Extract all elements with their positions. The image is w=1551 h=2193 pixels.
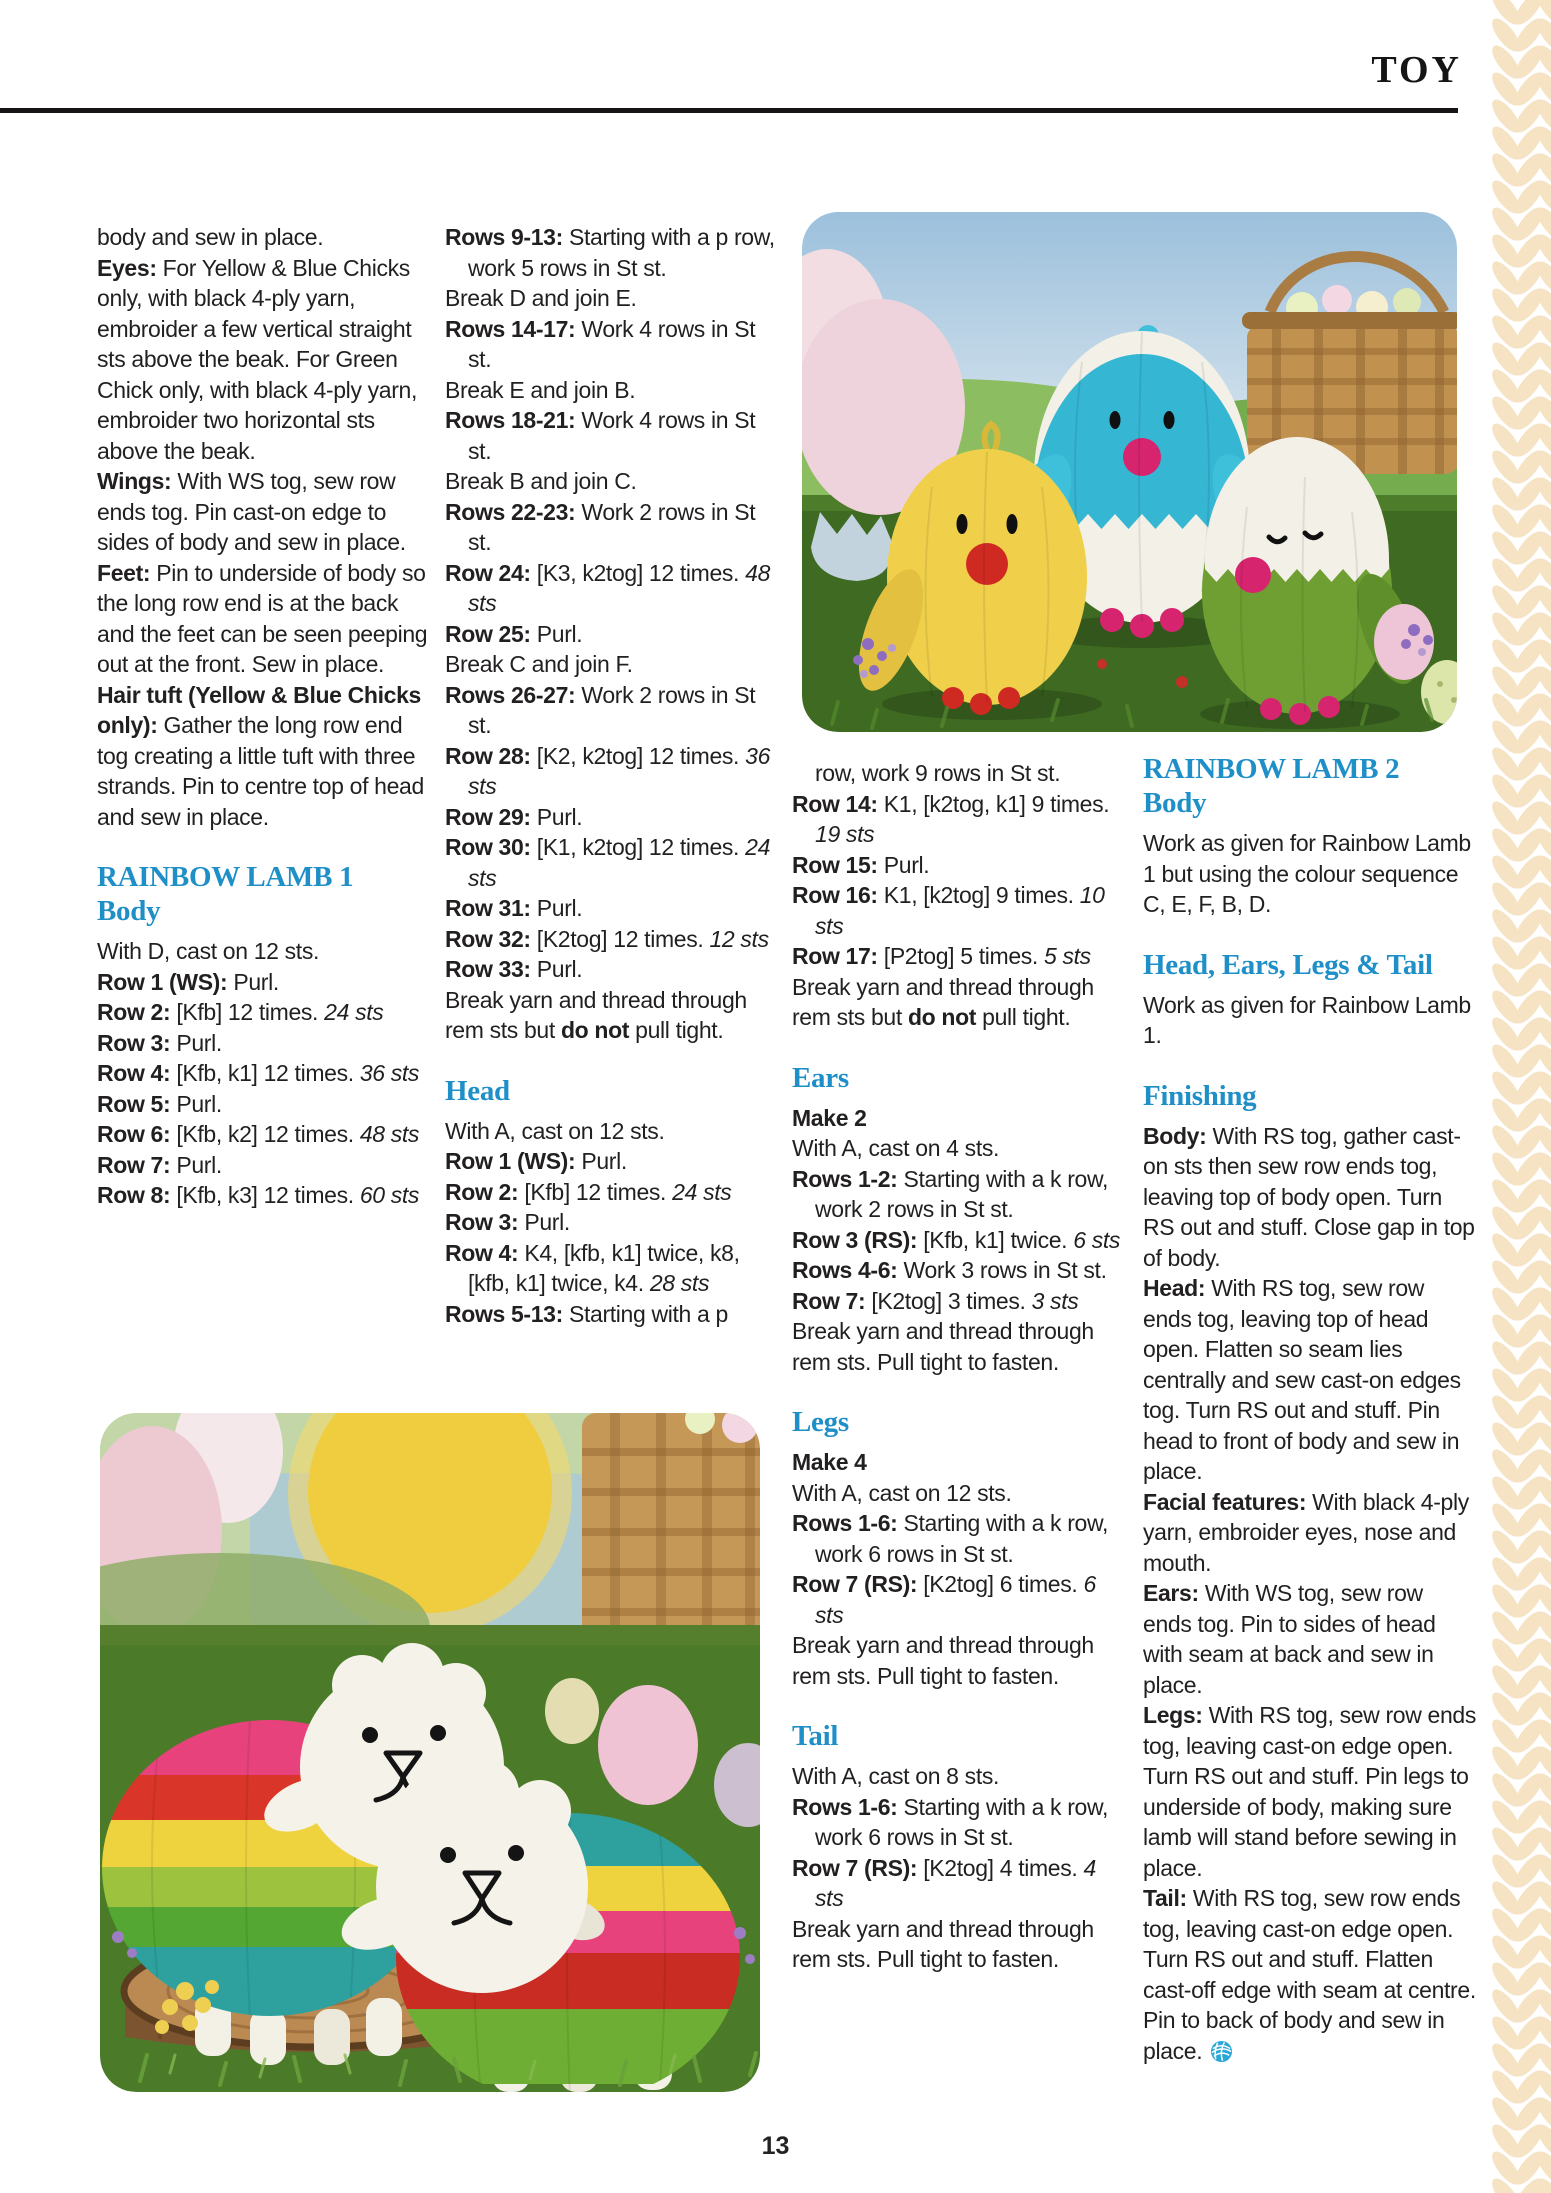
- text-segment: 36 sts: [359, 1060, 420, 1086]
- paragraph: [792, 1286, 1126, 1317]
- paragraph: [792, 789, 1126, 850]
- text-segment: 24 sts: [672, 1178, 732, 1205]
- paragraph: [445, 1177, 779, 1208]
- text-segment: Break yarn and thread through rem sts but: [792, 973, 1094, 1030]
- text-segment: Purl.: [530, 803, 583, 830]
- paragraph: [792, 1761, 1126, 1792]
- text-segment: Rows 1-6:: [792, 1793, 898, 1820]
- text-segment: Hair tuft (Yellow & Blue Chicks only):: [97, 681, 421, 738]
- paragraph: [1143, 1578, 1477, 1700]
- text-segment: Legs:: [1143, 1702, 1203, 1728]
- section-heading-line: Body: [1143, 787, 1207, 819]
- text-segment: 48 sts: [359, 1121, 420, 1147]
- paragraph: [792, 1316, 1126, 1377]
- text-segment: [K2tog] 3 times.: [865, 1287, 1032, 1314]
- text-segment: Feet:: [97, 559, 151, 586]
- text-segment: With A, cast on 4 sts.: [792, 1135, 1000, 1161]
- section-heading-line: Tail: [792, 1720, 839, 1752]
- text-segment: 6 sts: [1073, 1226, 1121, 1253]
- paragraph: [445, 741, 779, 802]
- paragraph: [445, 466, 779, 497]
- text-segment: Row 1 (WS):: [97, 968, 228, 995]
- paragraph: [445, 1238, 779, 1299]
- paragraph: [97, 936, 431, 967]
- text-segment: With RS tog, sew row ends tog, leaving top of head open. Flatten so seam lies centrally and sew cast-on edges tog. Turn RS out and stuff. Pin head to front of body and sew in place.: [1143, 1275, 1461, 1484]
- text-segment: Rows 22-23:: [445, 498, 576, 525]
- text-segment: [Kfb, k1] 12 times.: [170, 1060, 360, 1086]
- text-segment: With D, cast on 12 sts.: [97, 938, 320, 964]
- text-segment: [K2, k2tog] 12 times.: [530, 742, 746, 769]
- text-segment: 28 sts: [649, 1270, 710, 1296]
- paragraph: [97, 680, 431, 833]
- paragraph: [792, 1508, 1126, 1569]
- paragraph: [792, 850, 1126, 881]
- text-segment: Row 30:: [445, 834, 531, 860]
- text-segment: Purl.: [518, 1209, 570, 1235]
- text-segment: With black 4-ply yarn, embroider eyes, nose and mouth.: [1143, 1488, 1469, 1576]
- text-segment: Tail:: [1143, 1885, 1187, 1911]
- text-segment: Pin to underside of body so the long row end is at the back and the feet can be seen peeping out at the front. Sew in place.: [97, 559, 428, 677]
- text-segment: Purl.: [170, 1151, 222, 1178]
- text-segment: Row 6:: [97, 1121, 171, 1147]
- paragraph: [792, 1914, 1126, 1975]
- paragraph: [792, 1792, 1126, 1853]
- paragraph: [1143, 1273, 1477, 1487]
- text-segment: Head:: [1143, 1275, 1206, 1301]
- text-segment: Break yarn and thread through rem sts. Pull tight to fasten.: [792, 1915, 1094, 1972]
- text-segment: Break yarn and thread through rem sts. Pull tight to fasten.: [792, 1632, 1094, 1689]
- text-segment: Purl.: [170, 1029, 222, 1056]
- text-segment: With A, cast on 12 sts.: [792, 1479, 1012, 1506]
- photo-lambs: [100, 1413, 760, 2092]
- paragraph: [445, 558, 779, 619]
- paragraph: [97, 222, 431, 253]
- paragraph: [445, 283, 779, 314]
- section-heading: [445, 1074, 779, 1108]
- text-segment: [P2tog] 5 times.: [877, 943, 1045, 969]
- text-segment: Row 7 (RS):: [792, 1571, 918, 1597]
- text-segment: Purl.: [227, 968, 279, 995]
- text-segment: Rows 18-21:: [445, 407, 576, 433]
- text-segment: Ears:: [1143, 1580, 1199, 1606]
- text-segment: Break yarn and thread through rem sts. Pull tight to fasten.: [792, 1318, 1094, 1375]
- paragraph: [97, 558, 431, 680]
- text-segment: With A, cast on 8 sts.: [792, 1763, 1000, 1789]
- text-segment: 10 sts: [815, 882, 1105, 939]
- text-segment: Break D and join E.: [445, 285, 637, 311]
- paragraph: [445, 1146, 779, 1177]
- paragraph: [792, 1255, 1126, 1286]
- chicks-photo-illustration: [802, 212, 1457, 732]
- paragraph: [792, 972, 1126, 1033]
- paragraph: [445, 954, 779, 985]
- page-section-title: TOY: [1371, 49, 1462, 91]
- text-segment: 36 sts: [468, 742, 771, 799]
- paragraph: [445, 893, 779, 924]
- subheading: Make 4: [792, 1449, 867, 1475]
- text-segment: 24 sts: [468, 834, 771, 891]
- text-segment: Wings:: [97, 468, 172, 494]
- paragraph: [792, 1569, 1126, 1630]
- text-segment: For Yellow & Blue Chicks only, with black 4-ply yarn, embroider a few vertical straight sts above the beak. For Green Chick only, with black 4-ply yarn, embroider two horizontal sts above the beak.: [97, 254, 418, 464]
- text-segment: do not: [560, 1017, 630, 1043]
- text-segment: [Kfb, k1] twice.: [917, 1226, 1074, 1253]
- paragraph: [97, 1150, 431, 1181]
- section-heading: [792, 1061, 1126, 1095]
- text-segment: Work as given for Rainbow Lamb 1.: [1143, 991, 1471, 1048]
- text-segment: [Kfb] 12 times.: [518, 1178, 673, 1205]
- text-segment: Purl.: [530, 956, 583, 982]
- section-heading-line: Ears: [792, 1061, 849, 1094]
- text-segment: Body:: [1143, 1122, 1207, 1149]
- paragraph: [97, 466, 431, 558]
- section-heading: [792, 1719, 1126, 1753]
- text-segment: [K2tog] 12 times.: [530, 925, 710, 952]
- text-segment: Row 2:: [445, 1178, 519, 1205]
- text-segment: Row 7:: [97, 1151, 171, 1178]
- text-segment: Eyes:: [97, 254, 157, 281]
- text-segment: K1, [k2tog, k1] 9 times.: [877, 790, 1110, 817]
- text-segment: K1, [k2tog] 9 times.: [877, 882, 1080, 908]
- text-segment: Work 4 rows in St st.: [468, 407, 756, 464]
- photo-chicks: [802, 212, 1457, 732]
- text-segment: Row 28:: [445, 742, 531, 769]
- paragraph: [445, 497, 779, 558]
- text-segment: With A, cast on 12 sts.: [445, 1117, 665, 1144]
- text-segment: 5 sts: [1044, 943, 1091, 969]
- paragraph: [97, 1028, 431, 1059]
- text-segment: Starting with a k row, work 6 rows in St st.: [815, 1793, 1109, 1850]
- paragraph: [792, 941, 1126, 972]
- paragraph: [792, 1478, 1126, 1509]
- section-heading-line: RAINBOW LAMB 1: [97, 861, 354, 893]
- paragraph: [1143, 1121, 1477, 1274]
- text-segment: Row 25:: [445, 620, 531, 647]
- text-segment: Rows 26-27:: [445, 681, 576, 708]
- text-segment: Row 32:: [445, 925, 531, 952]
- text-segment: Break E and join B.: [445, 376, 636, 403]
- text-segment: row, work 9 rows in St st.: [815, 760, 1061, 786]
- section-heading: [1143, 948, 1477, 982]
- paragraph: [1143, 1883, 1477, 2070]
- paragraph: [1143, 990, 1477, 1051]
- paragraph: [445, 375, 779, 406]
- text-column-3: [792, 758, 1126, 1975]
- paragraph: [445, 314, 779, 375]
- text-segment: With WS tog, sew row ends tog. Pin cast-on edge to sides of body and sew in place.: [97, 468, 406, 555]
- text-segment: Work 4 rows in St st.: [468, 315, 756, 372]
- paragraph: [97, 1089, 431, 1120]
- text-segment: Row 15:: [792, 851, 878, 878]
- paragraph: [792, 1853, 1126, 1914]
- section-heading-line: Head, Ears, Legs & Tail: [1143, 948, 1433, 981]
- section-heading: [1143, 752, 1477, 820]
- text-segment: Row 14:: [792, 790, 878, 817]
- section-heading: [1143, 1079, 1477, 1113]
- text-segment: Purl.: [170, 1090, 222, 1117]
- text-segment: Rows 14-17:: [445, 315, 576, 342]
- text-segment: Rows 1-6:: [792, 1510, 898, 1536]
- text-segment: Purl.: [877, 851, 930, 878]
- text-segment: Work 2 rows in St st.: [468, 681, 756, 738]
- yarn-ball-icon: [1210, 2040, 1233, 2071]
- text-segment: Row 4:: [445, 1239, 519, 1266]
- text-segment: 19 sts: [815, 821, 875, 847]
- text-segment: Row 16:: [792, 882, 878, 908]
- text-segment: K4, [kfb, k1] twice, k8, [kfb, k1] twice, k4.: [468, 1239, 740, 1296]
- text-segment: Rows 1-2:: [792, 1165, 898, 1192]
- header-rule: [0, 108, 1458, 113]
- paragraph: [97, 1119, 431, 1150]
- text-segment: Row 3 (RS):: [792, 1226, 918, 1253]
- text-segment: Starting with a k row, work 6 rows in St st.: [815, 1510, 1109, 1567]
- text-segment: With RS tog, sew row ends tog, leaving cast-on edge open. Turn RS out and stuff. Pin legs to underside of body, making sure lamb will stand before sewing in place.: [1143, 1702, 1476, 1881]
- paragraph: [97, 1180, 431, 1211]
- text-segment: Gather the long row end tog creating a little tuft with three strands. Pin to centre top of head and sew in place.: [97, 712, 424, 830]
- text-segment: Starting with a p: [562, 1300, 728, 1327]
- text-segment: Purl.: [575, 1148, 627, 1174]
- text-segment: Work 2 rows in St st.: [468, 498, 756, 555]
- text-segment: Row 7 (RS):: [792, 1854, 918, 1881]
- text-segment: Rows 9-13:: [445, 224, 563, 250]
- paragraph: [445, 222, 779, 283]
- text-segment: Purl.: [530, 620, 583, 647]
- paragraph: [445, 1207, 779, 1238]
- decorative-knit-border: [1490, 0, 1551, 2193]
- text-segment: do not: [907, 1004, 977, 1030]
- text-segment: Row 3:: [445, 1209, 519, 1235]
- text-segment: Row 29:: [445, 803, 531, 830]
- paragraph: [97, 997, 431, 1028]
- paragraph: [792, 1630, 1126, 1691]
- text-column-2: [445, 222, 779, 1329]
- text-segment: Row 2:: [97, 999, 171, 1025]
- text-segment: Row 7:: [792, 1287, 866, 1314]
- text-segment: [K2tog] 6 times.: [917, 1571, 1084, 1597]
- text-segment: Row 5:: [97, 1090, 171, 1117]
- subheading: Make 2: [792, 1104, 867, 1131]
- text-column-1: [97, 222, 431, 1211]
- paragraph: [445, 1299, 779, 1330]
- text-segment: Rows 5-13:: [445, 1300, 563, 1327]
- text-segment: With RS tog, sew row ends tog, leaving cast-on edge open. Turn RS out and stuff. Flatten cast-off edge with seam at centre. Pin to back of body and sew in place.: [1143, 1885, 1476, 2064]
- text-segment: [Kfb, k3] 12 times.: [170, 1182, 360, 1208]
- text-column-4: [1143, 752, 1477, 2070]
- paragraph: [445, 924, 779, 955]
- paragraph: [792, 1164, 1126, 1225]
- text-segment: 60 sts: [359, 1182, 420, 1208]
- text-segment: Row 24:: [445, 559, 531, 586]
- text-segment: Row 31:: [445, 895, 531, 921]
- paragraph: [97, 1058, 431, 1089]
- paragraph: [445, 985, 779, 1046]
- text-segment: 48 sts: [468, 559, 771, 616]
- text-segment: Break B and join C.: [445, 468, 637, 494]
- page-number: 13: [761, 2132, 790, 2160]
- text-segment: Starting with a k row, work 2 rows in St st.: [815, 1165, 1109, 1222]
- section-heading-line: RAINBOW LAMB 2: [1143, 753, 1400, 785]
- text-segment: 3 sts: [1031, 1287, 1079, 1314]
- text-segment: [K3, k2tog] 12 times.: [530, 559, 746, 586]
- section-heading: [97, 860, 431, 928]
- text-segment: Work 3 rows in St st.: [897, 1257, 1107, 1283]
- paragraph: [792, 880, 1126, 941]
- text-segment: body and sew in place.: [97, 224, 324, 250]
- text-segment: [Kfb] 12 times.: [170, 999, 325, 1025]
- paragraph: [445, 802, 779, 833]
- paragraph: [792, 1225, 1126, 1256]
- paragraph: [792, 758, 1126, 789]
- text-segment: 12 sts: [709, 925, 769, 952]
- text-segment: Row 17:: [792, 943, 878, 969]
- text-segment: [K2tog] 4 times.: [917, 1854, 1084, 1881]
- text-segment: Purl.: [530, 895, 583, 921]
- text-segment: [K1, k2tog] 12 times.: [530, 834, 746, 860]
- text-segment: 6 sts: [815, 1571, 1096, 1628]
- paragraph: [445, 832, 779, 893]
- section-heading-line: Legs: [792, 1406, 849, 1438]
- text-segment: Row 33:: [445, 956, 531, 982]
- text-segment: Row 3:: [97, 1029, 171, 1056]
- section-heading-line: Body: [97, 895, 161, 927]
- paragraph: [1143, 1487, 1477, 1579]
- paragraph: [1143, 1700, 1477, 1883]
- text-segment: Break yarn and thread through rem sts but: [445, 986, 747, 1043]
- paragraph: [445, 649, 779, 680]
- paragraph: [445, 619, 779, 650]
- text-segment: Row 8:: [97, 1182, 171, 1208]
- text-segment: Row 4:: [97, 1060, 171, 1086]
- lambs-photo-illustration: [100, 1413, 760, 2092]
- text-segment: Starting with a p row, work 5 rows in St st.: [468, 224, 775, 281]
- paragraph: [97, 253, 431, 467]
- text-segment: 4 sts: [815, 1854, 1096, 1911]
- text-segment: Work as given for Rainbow Lamb 1 but using the colour sequence C, E, F, B, D.: [1143, 830, 1471, 917]
- text-segment: Facial features:: [1143, 1488, 1307, 1515]
- paragraph: [445, 680, 779, 741]
- section-heading: [792, 1405, 1126, 1439]
- paragraph: [97, 967, 431, 998]
- section-heading-line: Finishing: [1143, 1079, 1257, 1112]
- paragraph: [445, 1116, 779, 1147]
- paragraph: [1143, 828, 1477, 920]
- text-segment: pull tight.: [629, 1017, 724, 1043]
- section-heading-line: Head: [445, 1074, 510, 1107]
- paragraph: [445, 405, 779, 466]
- text-segment: pull tight.: [976, 1004, 1071, 1030]
- text-segment: With WS tog, sew row ends tog. Pin to sides of head with seam at back and sew in place.: [1143, 1580, 1436, 1698]
- paragraph: [792, 1133, 1126, 1164]
- text-segment: Break C and join F.: [445, 651, 633, 677]
- text-segment: Row 1 (WS):: [445, 1148, 576, 1174]
- text-segment: Rows 4-6:: [792, 1257, 898, 1283]
- text-segment: 24 sts: [324, 999, 384, 1025]
- text-segment: [Kfb, k2] 12 times.: [170, 1121, 360, 1147]
- text-segment: With RS tog, gather cast-on sts then sew row ends tog, leaving top of body open. Turn RS out and stuff. Close gap in top of body.: [1143, 1122, 1475, 1271]
